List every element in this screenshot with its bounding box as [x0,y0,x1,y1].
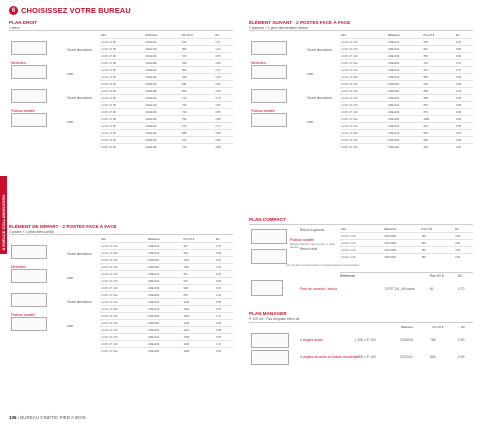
cell: 808 [430,355,436,359]
table-row: L.140 x P. 160 CDE4140 890 0,87 [340,130,473,137]
cell: 0,90 [458,355,465,359]
product-image [251,350,289,365]
table-row: L.140 x P. 80 CDE4140 918 0,49 [100,74,233,81]
col-header: Size [101,33,107,37]
product-image [11,245,47,259]
product-image [251,113,287,127]
table-row: L.120 x P. 160 CDE2120 914 0,75 [340,67,473,74]
section-title: PLAN COMPACT [249,217,286,222]
col-header: Size [101,237,107,241]
table-row: L.160 x P. 160 CDE4160 866 0,85 [340,137,473,144]
compact-table [340,226,473,260]
foot-ref: CPST 2/4_0/6 cadre [385,287,415,291]
col-header: Référence [387,33,400,37]
group-label: Retour à gauche [300,228,325,232]
col-header: Référence [340,274,356,278]
col-header: EC [455,227,459,231]
col-header: Size [341,227,347,231]
page-number: 136 [9,415,17,420]
group-label: unie [67,120,74,124]
table-row: L.160 x 1,20 CBCG060 788 0,84 [340,240,473,247]
divider [249,30,473,31]
price-table [340,32,473,150]
cell: 756 [430,338,436,342]
foot-label: Pied de console / retour [300,287,337,291]
table-row: L.160 x P. 160 CDE2160 918 0,85 [340,81,473,88]
divider [249,322,473,323]
table-row: L.140 x P. 160 CDE4140 1290 0,78 [100,306,233,313]
col-header: EC [455,33,460,37]
sidebar-label: 6 ESPACE COLLABORATION [1,194,6,250]
manager-label: 4 angles droits [300,338,323,342]
table-row: L.160 x 1,20 CBCG060 788 0,84 [340,254,473,261]
col-header: Référence [384,227,397,231]
section-number-badge: 6 [9,6,18,15]
manager-table [400,324,473,330]
table-row: L.180 x P. 160 CDE2180 729 0,78 [340,60,473,67]
table-row: L.160 x P. 80 CDE2160 970 0,55 [100,53,233,60]
cell: CDF210 [400,355,413,359]
divider [249,224,473,225]
table-row: L.120 x P. 160 CDE4120 1193 0,85 [100,327,233,334]
col-header: EC [458,274,463,278]
table-row: L.180 x P. 160 CDE4180 1290 0,85 [100,348,233,355]
cell: CDM210 [400,338,414,342]
section-subtitle: P. 100 cm · Pas d'espace élévo de [249,317,300,321]
table-row: L.180 x P. 160 CDE2180 858 0,79 [340,88,473,95]
sidebar-tab [0,176,7,254]
category-label: Plateau stratifié [251,109,276,113]
manager-label: 4 angles arrondis et chants aluminium [300,355,359,359]
table-row: L.140 x P. 160 CDE2140 886 0,80 [340,74,473,81]
group-label: unie [67,72,74,76]
divider [9,30,233,31]
group-label: Retour droit [300,247,318,251]
product-image [251,41,287,55]
category-label: Mélamine [11,61,27,65]
category-label: Mélamine [251,61,267,65]
col-header: EC [215,237,220,241]
table-row: L.120 x P. 80 CDE2120 649 0,37 [100,39,233,46]
table-row: L.140 x P. 160 CDE2140 969 0,80 [100,250,233,257]
table-row: L.120 x P. 160 CDE4120 888 0,80 [340,95,473,102]
table-row: L.160 x P. 160 CDE2160 998 0,97 [100,285,233,292]
table-row: L.120 x P. 160 CDE2120 838 0,78 [340,39,473,46]
price-table [100,32,233,150]
table-row: L.160 x P. 160 CDE2160 850 0,89 [340,53,473,60]
divider [9,234,233,235]
section-subtitle: 2 postes + 2 pieds élévo-amilis [9,230,55,234]
footer-text: BUREAU CINÉTIC PIED A BOIS [20,415,86,420]
table-row: L.160 x P. 160 CDE4160 1301 1,07 [100,313,233,320]
table-row: L.120 x P. 160 CDE2120 907 0,78 [100,243,233,250]
table-row: L.140 x P. 160 CDE2140 840 0,80 [340,46,473,53]
product-image [251,280,283,296]
table-row: L.120 x P. 160 CDE4120 834 0,85 [340,123,473,130]
table-row: L.160 x P. 160 CDE4160 873 0,90 [340,109,473,116]
table-row: L.180 x P. 160 CDE4180 1080 0,90 [340,116,473,123]
foot-price: 81 [430,287,434,291]
group-label: Chant aluminium [67,252,92,256]
table-row: L.160 x 1,20 CBCG060 788 0,80 [340,247,473,254]
table-row: L.180 x P. 160 CDE2180 878 1,05 [100,292,233,299]
group-label: Chant aluminium [67,300,92,304]
divider [340,272,473,273]
col-header: Prix HT € [421,227,433,231]
group-label: Chant aluminium [67,96,92,100]
table-row: L.180 x P. 160 CDE2180 1064 1,05 [100,264,233,271]
product-image [11,89,47,103]
table-row: L.140 x P. 80 CDE2140 806 0,44 [100,46,233,53]
page-header [9,6,131,15]
product-image [11,317,47,331]
table-row: L.160 x 1,20 CBCG060 788 0,65 [340,233,473,240]
col-header: Référence [147,237,160,241]
table-row: L.180 x P. 160 CDE4180 905 0,80 [340,144,473,151]
col-header: Référence [401,325,413,329]
category-label: Plateau stratifié [11,313,36,317]
product-image [251,249,287,264]
product-image [251,229,287,244]
col-header: Size [341,33,347,37]
note: N.B. les plans compacts droits et compacts gauches sont équivalents [286,264,360,267]
product-image [11,113,47,127]
table-row: L.160 x P. 80 CDE4160 934 0,55 [100,81,233,88]
category-label: Plateau stratifié [11,109,36,113]
group-label: unie [307,72,314,76]
table-row: L.160 x P. 80 CDE4160 704 0,85 [100,137,233,144]
col-header: Prix HT € [423,33,435,37]
cell: L.200 x P. 100 [355,338,376,342]
col-header: EC [461,325,465,329]
cell: 0,90 [458,338,465,342]
product-image [251,333,289,348]
table-row: L.180 x P. 80 CDE4180 950 0,58 [100,88,233,95]
group-label: Chant aluminium [307,96,332,100]
product-image [251,65,287,79]
page-title: CHOISISSEZ VOTRE BUREAU [21,6,131,15]
col-header: EC [215,33,220,37]
table-row: L.120 x P. 80 CDE4120 862 0,47 [100,67,233,74]
group-label: unie [67,276,74,280]
group-label: unie [307,120,314,124]
group-label: Chant aluminium [67,48,92,52]
col-header: Prix HT € [182,33,193,37]
product-image [251,89,287,103]
table-row: L.160 x P. 160 CDE2160 1021 0,91 [100,257,233,264]
table-row: L.120 x P. 160 CDE2120 952 0,78 [100,271,233,278]
table-row: L.140 x P. 80 CDE4140 729 0,80 [100,102,233,109]
section-title: PLAN DROIT [9,20,38,25]
table-row: L.160 x P. 80 CDE4160 742 0,85 [100,109,233,116]
col-header: Prix HT € [430,274,444,278]
product-image [11,65,47,79]
table-row: L.180 x P. 80 CDE4180 720 0,88 [100,144,233,151]
note: Plateau mélaminé 1 pied central + 2 pieds latéraux [290,243,335,249]
table-row: L.120 x P. 80 CDE4120 672 0,73 [100,123,233,130]
table-row: L.180 x P. 80 CDE2180 999 0,85 [100,60,233,67]
col-header: Référence [145,33,158,37]
section-title: PLAN MANAGER [249,311,287,316]
group-label: unie [67,324,74,328]
table-row: L.140 x P. 80 CDE4140 688 0,80 [100,130,233,137]
table-row: L.140 x P. 160 CDE2140 974 0,82 [100,278,233,285]
product-image [11,269,47,283]
category-label: Plateau stratifié [290,238,315,242]
table-row: L.120 x P. 160 CDE4120 1236 0,85 [100,299,233,306]
category-label: Mélamine [11,265,27,269]
section-subtitle: 2 plateaux + 1 pied intermédiaire double [249,26,308,30]
col-header: Prix HT € [183,237,195,241]
table-row: L.120 x P. 80 CDE4120 719 0,78 [100,95,233,102]
page-footer: 136 / BUREAU CINÉTIC PIED A BOIS [9,415,86,420]
table-row: L.140 x P. 160 CDE4140 801 0,85 [340,102,473,109]
table-row: L.180 x P. 160 CDE4180 1332 0,85 [100,320,233,327]
group-label: Chant aluminium [307,48,332,52]
section-subtitle: 1 élévo [9,26,20,30]
foot-eco: 0,70 [458,287,465,291]
product-image [11,41,47,55]
cell: L.200 x P. 100 [355,355,376,359]
price-table [100,236,233,354]
table-row: L.140 x P. 160 CDE4140 1168 0,78 [100,334,233,341]
table-row: L.160 x P. 160 CDE4160 1220 1,07 [100,341,233,348]
section-title: ÉLÉMENT SUIVANT · 2 POSTES FACE À FACE [249,20,351,25]
product-image [11,293,47,307]
section-title: ÉLÉMENT DE DÉPART · 2 POSTES FACE À FACE [9,224,117,229]
table-row: L.180 x P. 80 CDE4180 759 0,88 [100,116,233,123]
col-header: Prix HT € [432,325,444,329]
